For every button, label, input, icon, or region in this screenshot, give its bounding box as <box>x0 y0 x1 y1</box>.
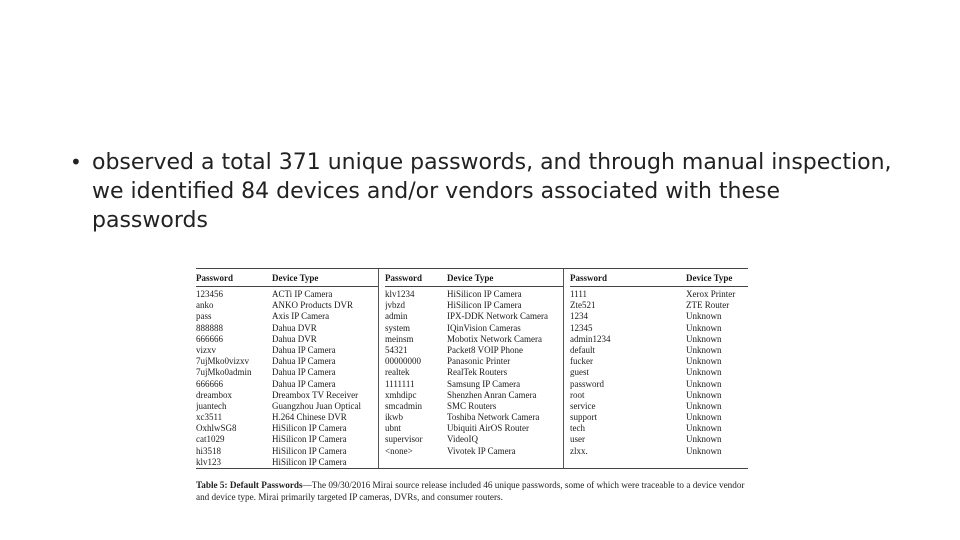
password-cell: realtek <box>385 367 410 378</box>
table-row <box>570 379 748 390</box>
table-row <box>385 457 563 468</box>
device-type-cell: VideoIQ <box>447 434 478 445</box>
device-type-cell: Shenzhen Anran Camera <box>447 389 537 400</box>
table-column-group-2 <box>378 269 563 468</box>
password-cell: fucker <box>570 356 593 367</box>
table-caption <box>196 479 748 503</box>
table-column-group-1 <box>196 269 378 468</box>
table-row <box>196 334 378 345</box>
password-cell: meinsm <box>385 333 414 344</box>
device-type-cell: Unknown <box>686 389 722 400</box>
bullet-item <box>70 148 900 235</box>
table-row <box>196 379 378 390</box>
password-cell: 666666 <box>196 378 223 389</box>
password-cell: user <box>570 434 585 445</box>
device-type-cell: Ubiquiti AirOS Router <box>447 423 530 434</box>
table-row <box>196 412 378 423</box>
table-row <box>570 412 748 423</box>
table-row <box>196 289 378 300</box>
device-type-cell: Guangzhou Juan Optical <box>272 400 361 411</box>
device-type-cell: ANKO Products DVR <box>272 300 353 311</box>
password-cell: vizxv <box>196 344 216 355</box>
password-cell: 54321 <box>385 344 408 355</box>
table-header <box>570 269 748 287</box>
password-cell <box>570 457 686 468</box>
device-type-cell: Unknown <box>686 412 722 423</box>
device-type-cell: H.264 Chinese DVR <box>272 412 347 423</box>
password-cell: 00000000 <box>385 356 421 367</box>
device-type-cell: HiSilicon IP Camera <box>447 300 522 311</box>
password-cell: xmhdipc <box>385 389 417 400</box>
header-password: Password <box>570 273 608 283</box>
device-type-cell: Dahua DVR <box>272 322 317 333</box>
table-header <box>385 269 563 287</box>
table-row <box>570 345 748 356</box>
table-row <box>570 390 748 401</box>
password-cell: klv123 <box>196 456 222 467</box>
device-type-cell: Dreambox TV Receiver <box>272 389 359 400</box>
table-row <box>385 345 563 356</box>
device-type-cell: Panasonic Printer <box>447 356 511 367</box>
password-cell: 1234 <box>570 311 588 322</box>
password-cell: 12345 <box>570 322 593 333</box>
password-cell: <none> <box>385 445 413 456</box>
table-column-group-3 <box>563 269 748 468</box>
table-row <box>385 334 563 345</box>
password-cell: system <box>385 322 411 333</box>
table-row <box>570 434 748 445</box>
device-type-cell: Unknown <box>686 356 722 367</box>
device-type-cell: Unknown <box>686 311 722 322</box>
table-row <box>385 356 563 367</box>
table-row <box>570 300 748 311</box>
table-row <box>385 434 563 445</box>
table-row <box>385 323 563 334</box>
password-cell: 1111111 <box>385 378 415 389</box>
password-cell: Zte521 <box>570 300 596 311</box>
password-cell: zlxx. <box>570 445 588 456</box>
header-password: Password <box>385 273 423 283</box>
table-row <box>570 311 748 322</box>
header-password: Password <box>196 273 234 283</box>
table-row <box>196 457 378 468</box>
device-type-cell: SMC Routers <box>447 400 497 411</box>
password-cell: ikwb <box>385 412 403 423</box>
password-cell: 888888 <box>196 322 223 333</box>
device-type-cell: HiSilicon IP Camera <box>272 445 347 456</box>
password-cell: 7ujMko0admin <box>196 367 252 378</box>
table-row <box>570 323 748 334</box>
password-cell: guest <box>570 367 589 378</box>
device-type-cell: Vivotek IP Camera <box>447 445 516 456</box>
table-row <box>196 345 378 356</box>
password-cell: support <box>570 412 597 423</box>
table-row <box>196 356 378 367</box>
table-row <box>196 367 378 378</box>
password-cell: xc3511 <box>196 412 223 423</box>
table-row <box>385 311 563 322</box>
device-type-cell: Samsung IP Camera <box>447 378 521 389</box>
table-row <box>570 334 748 345</box>
password-cell: smcadmin <box>385 400 422 411</box>
bullet-text: observed a total 371 unique passwords, and through manual inspection, we identified 84 devices and/or vendors associated with these passwords <box>92 150 892 233</box>
password-cell: juantech <box>196 400 227 411</box>
password-cell: pass <box>196 311 212 322</box>
table-row <box>196 323 378 334</box>
password-cell: supervisor <box>385 434 423 445</box>
password-cell: cat1029 <box>196 434 225 445</box>
device-type-cell: Packet8 VOIP Phone <box>447 344 523 355</box>
password-cell: jvbzd <box>385 300 405 311</box>
device-type-cell: Mobotix Network Camera <box>447 333 542 344</box>
table-row <box>385 446 563 457</box>
device-type-cell: RealTek Routers <box>447 367 508 378</box>
password-cell: root <box>570 389 585 400</box>
table-row <box>570 367 748 378</box>
table-row <box>385 412 563 423</box>
password-cell: hi3518 <box>196 445 222 456</box>
table-row <box>196 434 378 445</box>
device-type-cell: HiSilicon IP Camera <box>447 289 522 299</box>
password-cell: 123456 <box>196 289 223 299</box>
table-row <box>385 367 563 378</box>
device-type-cell: Unknown <box>686 367 722 378</box>
device-type-cell: HiSilicon IP Camera <box>272 423 347 434</box>
password-cell: default <box>570 344 595 355</box>
table-row <box>385 390 563 401</box>
password-cell: 666666 <box>196 333 223 344</box>
device-type-cell: Dahua DVR <box>272 333 317 344</box>
device-type-cell: Dahua IP Camera <box>272 356 336 367</box>
password-cell: OxhlwSG8 <box>196 423 237 434</box>
table-row <box>570 289 748 300</box>
password-cell: klv1234 <box>385 289 415 299</box>
password-cell: dreambox <box>196 389 232 400</box>
device-type-cell: Unknown <box>686 344 722 355</box>
device-type-cell: Dahua IP Camera <box>272 367 336 378</box>
table-row <box>570 356 748 367</box>
password-cell: 7ujMko0vizxv <box>196 356 249 367</box>
device-type-cell: IQinVision Cameras <box>447 322 521 333</box>
device-type-cell: Unknown <box>686 400 722 411</box>
table-row <box>570 423 748 434</box>
device-type-cell: IPX-DDK Network Camera <box>447 311 548 322</box>
device-type-cell: Unknown <box>686 445 722 456</box>
table-row <box>385 423 563 434</box>
table-row <box>196 390 378 401</box>
caption-text: —The 09/30/2016 Mirai source release included 46 unique passwords, some of which were traceable to a device vendor and device type. Mirai primarily targeted IP cameras, DVRs, and consumer routers. <box>196 480 745 502</box>
table-row <box>196 401 378 412</box>
device-type-cell: Unknown <box>686 322 722 333</box>
caption-label: Table 5: Default Passwords <box>196 480 303 490</box>
password-cell: 1111 <box>570 289 587 299</box>
device-type-cell: ACTi IP Camera <box>272 289 333 299</box>
table-row <box>570 446 748 457</box>
password-cell: ubnt <box>385 423 402 434</box>
table-row <box>385 379 563 390</box>
table-row <box>385 300 563 311</box>
table-header <box>196 269 378 287</box>
device-type-cell: Axis IP Camera <box>272 311 330 322</box>
device-type-cell <box>447 457 563 468</box>
device-type-cell: Unknown <box>686 378 722 389</box>
header-device-type: Device Type <box>272 273 319 283</box>
device-type-cell: ZTE Router <box>686 300 730 311</box>
password-cell: anko <box>196 300 214 311</box>
table-row <box>570 401 748 412</box>
device-type-cell: HiSilicon IP Camera <box>272 434 347 445</box>
password-cell <box>385 457 447 468</box>
device-type-cell: Unknown <box>686 423 722 434</box>
device-type-cell: Dahua IP Camera <box>272 344 336 355</box>
password-cell: tech <box>570 423 585 434</box>
table-row <box>385 401 563 412</box>
header-device-type: Device Type <box>447 273 494 283</box>
table-row <box>196 300 378 311</box>
bullet-list <box>70 148 900 235</box>
default-passwords-table <box>196 268 748 469</box>
device-type-cell: Dahua IP Camera <box>272 378 336 389</box>
device-type-cell: HiSilicon IP Camera <box>272 456 347 467</box>
default-passwords-table-figure <box>196 268 748 503</box>
password-cell: admin1234 <box>570 333 611 344</box>
table-row <box>385 289 563 300</box>
password-cell: password <box>570 378 604 389</box>
device-type-cell: Unknown <box>686 333 722 344</box>
device-type-cell: Toshiba Network Camera <box>447 412 540 423</box>
password-cell: admin <box>385 311 408 322</box>
table-row <box>196 446 378 457</box>
table-row <box>570 457 748 468</box>
device-type-cell: Xerox Printer <box>686 289 736 299</box>
header-device-type: Device Type <box>686 273 733 283</box>
device-type-cell: Unknown <box>686 434 722 445</box>
table-row <box>196 311 378 322</box>
bullet-dot-icon: • <box>70 150 82 174</box>
device-type-cell <box>686 457 748 468</box>
password-cell: service <box>570 400 596 411</box>
table-row <box>196 423 378 434</box>
